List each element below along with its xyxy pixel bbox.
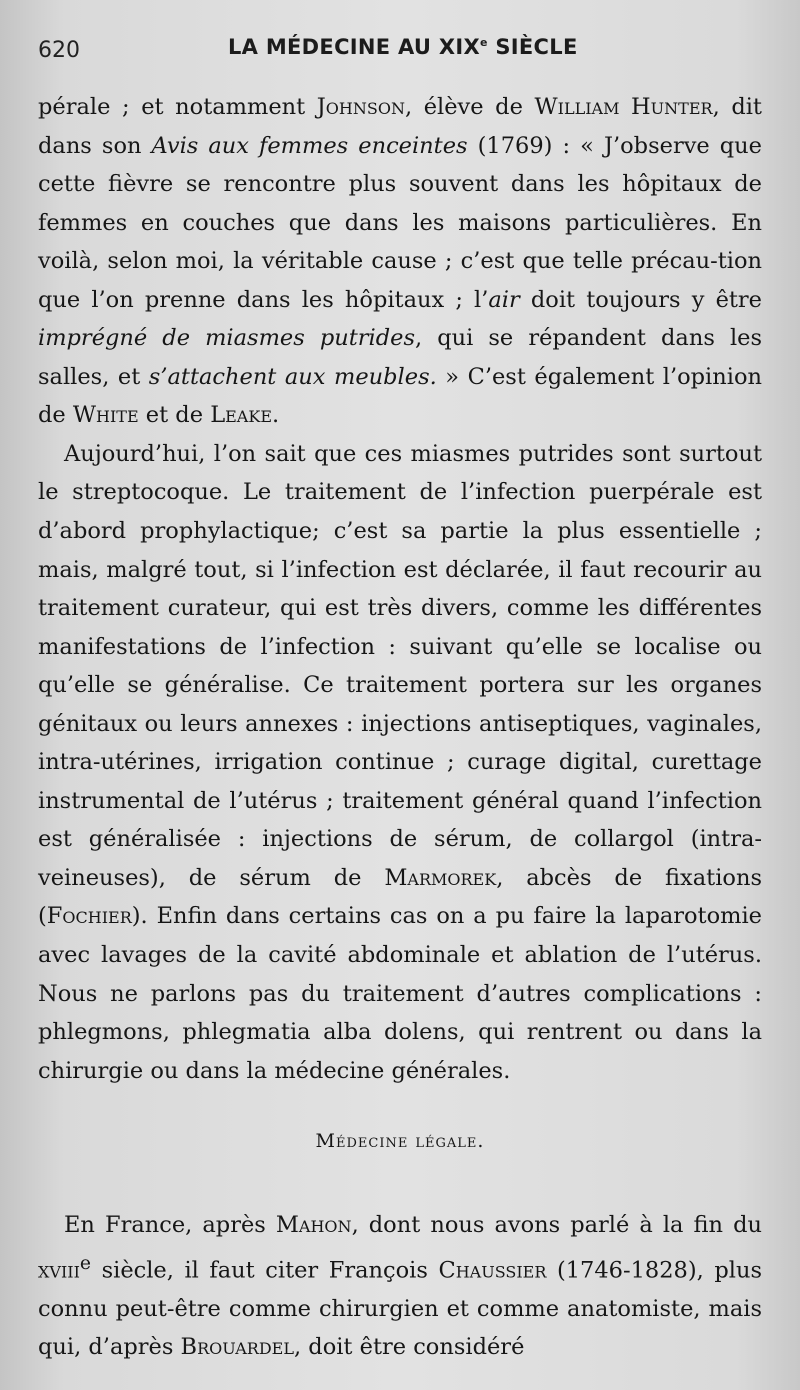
text-span: .: [272, 402, 280, 429]
author-johnson: Johnson: [316, 94, 405, 120]
text-span: siècle, il faut citer François: [91, 1257, 439, 1284]
italic-impregne: imprégné de miasmes putrides: [38, 325, 415, 352]
paragraph-puerperal-fever-quote: [38, 88, 762, 435]
text-span: , dit dans son: [38, 94, 762, 159]
author-william-hunter: William Hunter: [534, 94, 713, 120]
body-text: [38, 88, 762, 1090]
text-span: , doit être considéré: [293, 1334, 525, 1361]
text-span: , qui se répandent dans les salles, et: [38, 325, 762, 390]
page-number: 620: [38, 38, 80, 63]
text-span: pérale ; et notamment: [38, 94, 317, 120]
author-brouardel: Brouardel: [180, 1334, 294, 1361]
section-heading: Médecine légale.: [315, 1130, 485, 1152]
author-leake: Leake: [210, 402, 272, 429]
text-span: » C’est également l’opinion de: [38, 363, 762, 429]
book-title: Avis aux femmes enceintes: [151, 132, 468, 159]
text-span: ). Enfin dans certains cas on a pu faire la laparotomie avec lavages de la cavité abdominale et ablation de l’utérus. Nous ne parlons pas du traitement d’autres complications : phlegmons, phlegmatia alba dolens, qui rentrent ou dans la chirurgie ou dans la médecine générales.: [38, 903, 762, 1084]
running-head: [228, 35, 578, 59]
running-head-tail: SIÈCLE: [487, 35, 578, 59]
italic-air: air: [488, 286, 520, 313]
paragraph-forensic-medicine: [38, 1206, 762, 1367]
author-fochier: Fochier: [46, 903, 132, 930]
running-head-text: LA MÉDECINE AU XIX: [228, 35, 480, 59]
paragraph-treatment: [38, 435, 762, 1090]
text-span: doit toujours y être: [519, 286, 762, 313]
text-span: En France, après: [64, 1212, 276, 1238]
text-span: , élève de: [404, 94, 535, 120]
author-marmorek: Marmorek: [384, 864, 497, 891]
italic-attachent: s’attachent aux meubles.: [148, 363, 437, 390]
author-chaussier: Chaussier: [438, 1257, 547, 1284]
text-span: , abcès de fixations (: [38, 864, 762, 930]
text-span: (1746-1828), plus connu peut-être comme chirurgien et comme anatomiste, mais qui, d’après: [38, 1257, 762, 1361]
text-span: (1769) : « J’observe que cette fièvre se rencontre plus souvent dans les hôpitaux de femmes en couches que dans les maisons particulières. En voilà, selon moi, la véritable cause ; c’est que telle précau-tion que l’on prenne dans les hôpitaux ; l’: [38, 132, 762, 313]
running-head-superscript: e: [480, 36, 488, 49]
section-body: [38, 1206, 762, 1367]
century-numeral: xviii: [38, 1257, 80, 1284]
century-superscript: e: [79, 1252, 92, 1274]
author-mahon: Mahon: [275, 1212, 352, 1238]
text-span: , dont nous avons parlé à la fin du: [351, 1212, 762, 1238]
text-span: et de: [138, 402, 211, 429]
author-white: White: [72, 402, 139, 429]
text-span: Aujourd’hui, l’on sait que ces miasmes putrides sont surtout le streptocoque. Le traitement de l’infection puerpérale est d’abord prophylactique; c’est sa partie la plus essentielle ; mais, malgré tout, si l’infection est déclarée, il faut recourir au traitement curateur, qui est très divers, comme les différentes manifestations de l’infection : suivant qu’elle se localise ou qu’elle se généralise. Ce traitement portera sur les organes génitaux ou leurs annexes : injections antiseptiques, vaginales, intra-utérines, irrigation continue ; curage digital, curettage instrumental de l’utérus ; traitement général quand l’infection est généralisée : injections de sérum, de collargol (intra-veineuses), de sérum de: [38, 440, 762, 891]
